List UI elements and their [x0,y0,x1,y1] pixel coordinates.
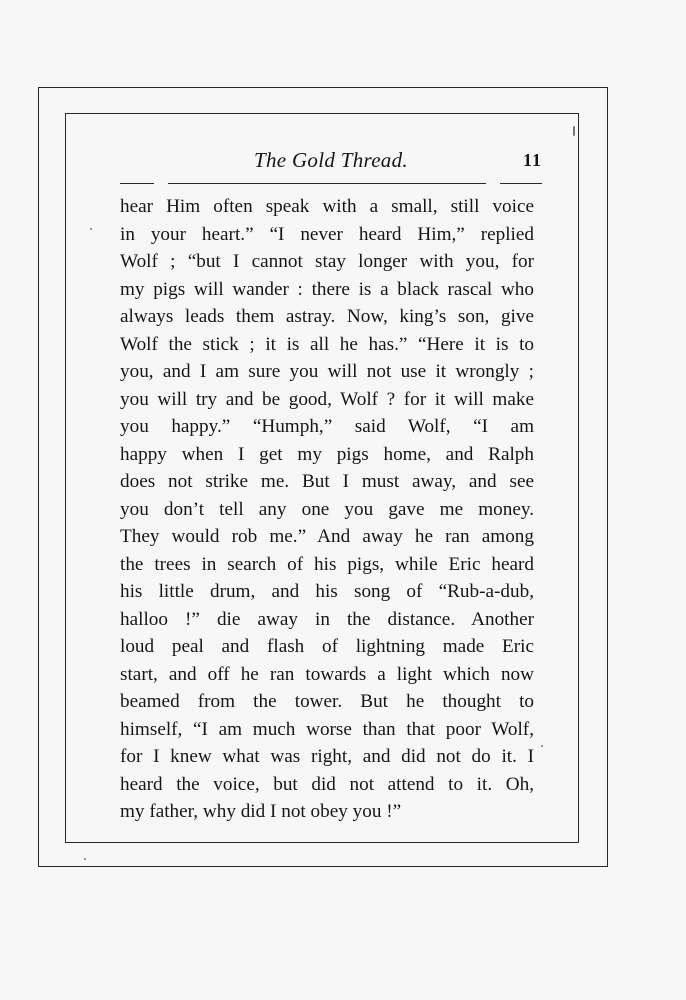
text-line: loud peal and flash of lightning made Eric [120,636,534,657]
text-line: in your heart.” “I never heard Him,” replied [120,223,534,245]
scan-speck [90,228,92,230]
running-header [120,148,542,176]
text-line: always leads them astray. Now, king’s son, give [120,306,534,327]
scan-speck [541,745,543,747]
text-line: the trees in search of his pigs, while Eric heard [120,553,534,575]
text-line: Wolf ; “but I cannot stay longer with you, for [120,251,534,272]
text-line: you will try and be good, Wolf ? for it will make [120,388,534,410]
text-line: my father, why did I not obey you !” [120,801,402,822]
text-line: heard the voice, but did not attend to it. Oh, [120,773,534,795]
text-line: halloo !” die away in the distance. Another [120,608,534,630]
text-line: his little drum, and his song of “Rub-a-dub, [120,581,534,602]
text-line: happy when I get my pigs home, and Ralph [120,443,534,465]
body-text [120,193,534,826]
text-line: you, and I am sure you will not use it wrongly ; [120,361,534,382]
text-line: you happy.” “Humph,” said Wolf, “I am [120,416,534,437]
header-title: The Gold Thread. [254,148,408,172]
scan-speck [573,126,575,136]
header-rule-segment [500,183,542,184]
text-line: beamed from the tower. But he thought to [120,691,534,712]
page-number: 11 [522,150,542,170]
text-line: start, and off he ran towards a light which now [120,663,534,685]
header-rule-segment [168,183,486,184]
text-line: Wolf the stick ; it is all he has.” “Here it is to [120,333,534,355]
text-line: hear Him often speak with a small, still voice [120,196,534,217]
text-line: my pigs will wander : there is a black rascal who [120,278,534,300]
text-line: for I knew what was right, and did not do it. I [120,746,534,767]
text-line: you don’t tell any one you gave me money. [120,498,534,520]
scan-speck [84,858,86,860]
text-line: They would rob me.” And away he ran among [120,526,534,547]
header-rule-segment [120,183,154,184]
text-line: does not strike me. But I must away, and see [120,471,534,492]
text-line: himself, “I am much worse than that poor Wolf, [120,718,534,740]
